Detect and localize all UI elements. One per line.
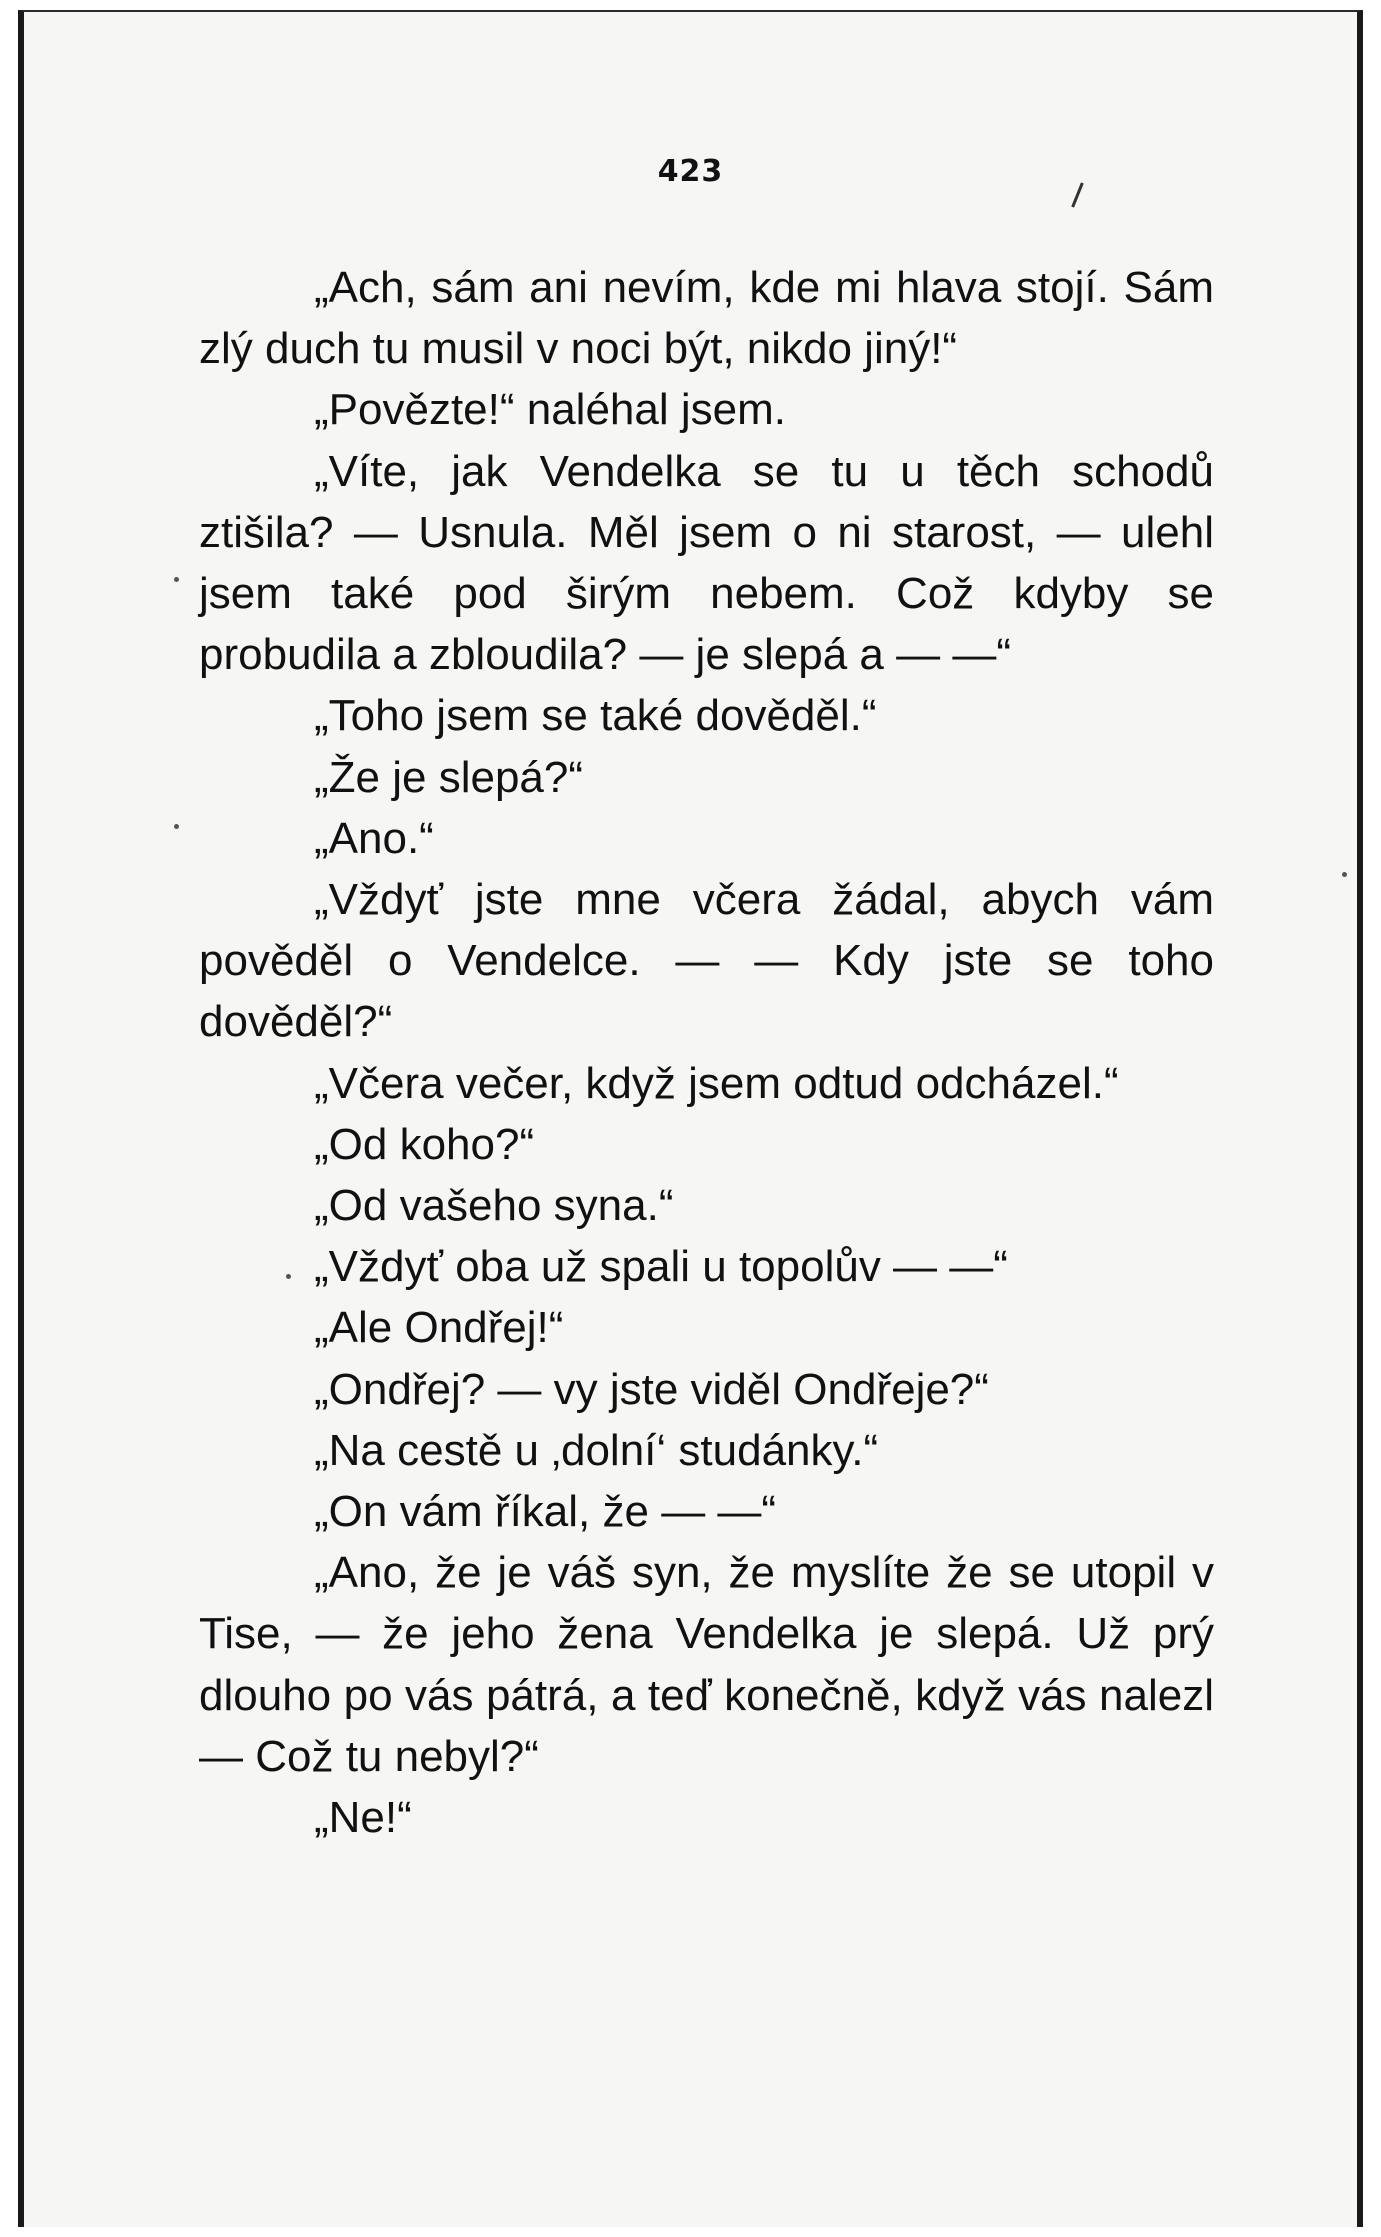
paragraph: „Ale Ondřej!“ [314,1303,564,1353]
paragraph: „Na cestě u ‚dolní‘ studánky.“ [314,1425,879,1475]
paragraph: „Od koho?“ [314,1119,535,1169]
paragraph: „Vždyť jste mne včera žádal, abych vám pověděl o Vendelce. — — Kdy jste se toho dověděl?“ [199,875,1214,1047]
paragraph: „Ne!“ [314,1793,412,1843]
paragraph: „Víte, jak Vendelka se tu u těch schodů ztišila? — Usnula. Měl jsem o ni starost, — ulehl jsem také pod širým nebem. Což kdyby se probudila a zbloudila? — je slepá a — —“ [199,446,1214,680]
page-number: 423 [657,154,724,189]
paragraph: „Včera večer, když jsem odtud odcházel.“ [314,1058,1119,1108]
paragraph: „Ondřej? — vy jste viděl Ondřeje?“ [314,1364,989,1414]
stray-dot [174,577,179,582]
paragraph: „On vám říkal, že — —“ [314,1487,777,1537]
stray-dot [1342,872,1347,877]
paragraph: „Toho jsem se také dověděl.“ [314,691,877,741]
paragraph: „Povězte!“ naléhal jsem. [314,385,786,435]
paragraph: „Ach, sám ani nevím, kde mi hlava stojí. Sám zlý duch tu musil v noci být, nikdo jiný!“ [199,263,1214,374]
paragraph: „Ano.“ [314,813,434,863]
paragraph: „Vždyť oba už spali u topolův — —“ [314,1242,1008,1292]
stray-dot [174,824,179,829]
paragraph: „Ano, že je váš syn, že myslíte že se utopil v Tise, — že jeho žena Vendelka je slepá. Už prý dlouho po vás pátrá, a teď konečně, když vás nalezl — Což tu nebyl?“ [199,1548,1214,1781]
paragraph: „Že je slepá?“ [314,752,584,802]
body-text [199,257,1214,1848]
paragraph: „Od vašeho syna.“ [314,1181,674,1231]
book-page [18,10,1363,2227]
